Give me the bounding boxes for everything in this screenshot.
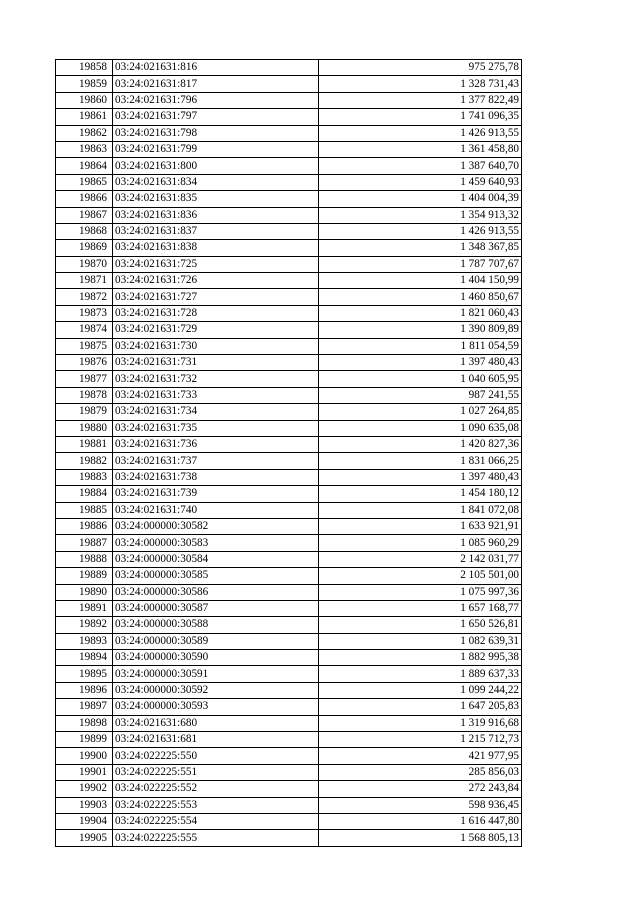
value-cell: 1 459 640,93	[319, 174, 522, 190]
row-number-cell: 19894	[56, 650, 113, 666]
row-number-cell: 19869	[56, 240, 113, 256]
cadastral-number-cell: 03:24:021631:837	[113, 223, 319, 239]
row-number-cell: 19898	[56, 715, 113, 731]
cadastral-number-cell: 03:24:021631:729	[113, 322, 319, 338]
cadastral-number-cell: 03:24:000000:30590	[113, 650, 319, 666]
table-row	[56, 109, 522, 125]
value-cell: 1 215 712,73	[319, 732, 522, 748]
value-cell: 1 090 635,08	[319, 420, 522, 436]
table-row	[56, 289, 522, 305]
cadastral-number-cell: 03:24:021631:740	[113, 502, 319, 518]
table-row	[56, 650, 522, 666]
row-number-cell: 19884	[56, 486, 113, 502]
table-row	[56, 748, 522, 764]
row-number-cell: 19862	[56, 125, 113, 141]
cadastral-number-cell: 03:24:021631:733	[113, 387, 319, 403]
table-row	[56, 732, 522, 748]
row-number-cell: 19886	[56, 518, 113, 534]
value-cell: 421 977,95	[319, 748, 522, 764]
value-cell: 1 426 913,55	[319, 223, 522, 239]
cadastral-number-cell: 03:24:021631:732	[113, 371, 319, 387]
value-cell: 1 404 004,39	[319, 191, 522, 207]
table-row	[56, 92, 522, 108]
value-cell: 1 099 244,22	[319, 682, 522, 698]
value-cell: 1 821 060,43	[319, 305, 522, 321]
table-row	[56, 191, 522, 207]
table-row	[56, 371, 522, 387]
value-cell: 1 741 096,35	[319, 109, 522, 125]
row-number-cell: 19870	[56, 256, 113, 272]
row-number-cell: 19890	[56, 584, 113, 600]
row-number-cell: 19892	[56, 617, 113, 633]
cadastral-number-cell: 03:24:000000:30586	[113, 584, 319, 600]
table-row	[56, 207, 522, 223]
cadastral-number-cell: 03:24:000000:30591	[113, 666, 319, 682]
cadastral-number-cell: 03:24:022225:551	[113, 764, 319, 780]
cadastral-number-cell: 03:24:021631:836	[113, 207, 319, 223]
row-number-cell: 19873	[56, 305, 113, 321]
table-row	[56, 682, 522, 698]
value-cell: 1 328 731,43	[319, 76, 522, 92]
cadastral-number-cell: 03:24:021631:736	[113, 436, 319, 452]
table-row	[56, 518, 522, 534]
row-number-cell: 19885	[56, 502, 113, 518]
value-cell: 1 085 960,29	[319, 535, 522, 551]
table-row	[56, 633, 522, 649]
table-row	[56, 584, 522, 600]
table-row	[56, 420, 522, 436]
table-row	[56, 436, 522, 452]
table-row	[56, 223, 522, 239]
row-number-cell: 19866	[56, 191, 113, 207]
cadastral-number-cell: 03:24:021631:730	[113, 338, 319, 354]
table-row	[56, 240, 522, 256]
row-number-cell: 19889	[56, 568, 113, 584]
row-number-cell: 19904	[56, 813, 113, 829]
cadastral-number-cell: 03:24:000000:30584	[113, 551, 319, 567]
row-number-cell: 19905	[56, 830, 113, 846]
row-number-cell: 19864	[56, 158, 113, 174]
row-number-cell: 19871	[56, 273, 113, 289]
value-cell: 1 319 916,68	[319, 715, 522, 731]
value-cell: 1 787 707,67	[319, 256, 522, 272]
row-number-cell: 19879	[56, 404, 113, 420]
table-row	[56, 502, 522, 518]
row-number-cell: 19859	[56, 76, 113, 92]
value-cell: 1 889 637,33	[319, 666, 522, 682]
value-cell: 1 397 480,43	[319, 469, 522, 485]
value-cell: 1 354 913,32	[319, 207, 522, 223]
cadastral-number-cell: 03:24:021631:799	[113, 141, 319, 157]
data-table	[55, 59, 522, 847]
cadastral-number-cell: 03:24:021631:734	[113, 404, 319, 420]
cadastral-number-cell: 03:24:021631:731	[113, 355, 319, 371]
value-cell: 1 811 054,59	[319, 338, 522, 354]
cadastral-number-cell: 03:24:021631:797	[113, 109, 319, 125]
table-row	[56, 338, 522, 354]
table-row	[56, 322, 522, 338]
row-number-cell: 19893	[56, 633, 113, 649]
row-number-cell: 19860	[56, 92, 113, 108]
value-cell: 1 454 180,12	[319, 486, 522, 502]
value-cell: 272 243,84	[319, 781, 522, 797]
value-cell: 1 397 480,43	[319, 355, 522, 371]
value-cell: 1 616 447,80	[319, 813, 522, 829]
table-row	[56, 535, 522, 551]
table-row	[56, 699, 522, 715]
table-row	[56, 125, 522, 141]
row-number-cell: 19887	[56, 535, 113, 551]
value-cell: 1 075 997,36	[319, 584, 522, 600]
value-cell: 1 040 605,95	[319, 371, 522, 387]
value-cell: 1 460 850,67	[319, 289, 522, 305]
table-row	[56, 797, 522, 813]
cadastral-number-cell: 03:24:000000:30593	[113, 699, 319, 715]
row-number-cell: 19868	[56, 223, 113, 239]
table-row	[56, 830, 522, 846]
value-cell: 1 426 913,55	[319, 125, 522, 141]
table-row	[56, 469, 522, 485]
cadastral-number-cell: 03:24:021631:680	[113, 715, 319, 731]
value-cell: 1 650 526,81	[319, 617, 522, 633]
value-cell: 1 387 640,70	[319, 158, 522, 174]
row-number-cell: 19880	[56, 420, 113, 436]
cadastral-number-cell: 03:24:022225:554	[113, 813, 319, 829]
value-cell: 2 142 031,77	[319, 551, 522, 567]
row-number-cell: 19875	[56, 338, 113, 354]
cadastral-number-cell: 03:24:021631:735	[113, 420, 319, 436]
value-cell: 598 936,45	[319, 797, 522, 813]
cadastral-number-cell: 03:24:021631:834	[113, 174, 319, 190]
table-row	[56, 404, 522, 420]
row-number-cell: 19891	[56, 600, 113, 616]
cadastral-number-cell: 03:24:000000:30589	[113, 633, 319, 649]
cadastral-number-cell: 03:24:022225:550	[113, 748, 319, 764]
table-row	[56, 764, 522, 780]
cadastral-number-cell: 03:24:021631:681	[113, 732, 319, 748]
row-number-cell: 19901	[56, 764, 113, 780]
row-number-cell: 19902	[56, 781, 113, 797]
value-cell: 1 390 809,89	[319, 322, 522, 338]
table-row	[56, 76, 522, 92]
cadastral-number-cell: 03:24:000000:30592	[113, 682, 319, 698]
table-row	[56, 617, 522, 633]
row-number-cell: 19899	[56, 732, 113, 748]
value-cell: 1 657 168,77	[319, 600, 522, 616]
row-number-cell: 19900	[56, 748, 113, 764]
cadastral-number-cell: 03:24:021631:796	[113, 92, 319, 108]
table-row	[56, 355, 522, 371]
cadastral-number-cell: 03:24:021631:817	[113, 76, 319, 92]
table-row	[56, 486, 522, 502]
value-cell: 987 241,55	[319, 387, 522, 403]
value-cell: 1 831 066,25	[319, 453, 522, 469]
row-number-cell: 19883	[56, 469, 113, 485]
cadastral-number-cell: 03:24:000000:30585	[113, 568, 319, 584]
row-number-cell: 19872	[56, 289, 113, 305]
row-number-cell: 19874	[56, 322, 113, 338]
table-row	[56, 256, 522, 272]
value-cell: 1 361 458,80	[319, 141, 522, 157]
value-cell: 975 275,78	[319, 60, 522, 76]
cadastral-number-cell: 03:24:021631:725	[113, 256, 319, 272]
cadastral-number-cell: 03:24:000000:30583	[113, 535, 319, 551]
cadastral-number-cell: 03:24:000000:30587	[113, 600, 319, 616]
table-row	[56, 60, 522, 76]
table-row	[56, 158, 522, 174]
value-cell: 2 105 501,00	[319, 568, 522, 584]
table-row	[56, 453, 522, 469]
table-row	[56, 715, 522, 731]
table-row	[56, 305, 522, 321]
table-row	[56, 174, 522, 190]
value-cell: 1 568 805,13	[319, 830, 522, 846]
cadastral-number-cell: 03:24:022225:552	[113, 781, 319, 797]
row-number-cell: 19861	[56, 109, 113, 125]
cadastral-number-cell: 03:24:021631:738	[113, 469, 319, 485]
cadastral-number-cell: 03:24:021631:727	[113, 289, 319, 305]
value-cell: 1 027 264,85	[319, 404, 522, 420]
cadastral-number-cell: 03:24:021631:737	[113, 453, 319, 469]
row-number-cell: 19867	[56, 207, 113, 223]
row-number-cell: 19903	[56, 797, 113, 813]
row-number-cell: 19877	[56, 371, 113, 387]
row-number-cell: 19878	[56, 387, 113, 403]
table-row	[56, 781, 522, 797]
cadastral-number-cell: 03:24:000000:30588	[113, 617, 319, 633]
table-row	[56, 141, 522, 157]
table-row	[56, 600, 522, 616]
table-row	[56, 568, 522, 584]
table-row	[56, 813, 522, 829]
value-cell: 1 377 822,49	[319, 92, 522, 108]
row-number-cell: 19888	[56, 551, 113, 567]
table-row	[56, 551, 522, 567]
value-cell: 1 420 827,36	[319, 436, 522, 452]
cadastral-number-cell: 03:24:021631:726	[113, 273, 319, 289]
value-cell: 1 841 072,08	[319, 502, 522, 518]
row-number-cell: 19876	[56, 355, 113, 371]
cadastral-number-cell: 03:24:021631:739	[113, 486, 319, 502]
row-number-cell: 19865	[56, 174, 113, 190]
table-row	[56, 666, 522, 682]
value-cell: 1 082 639,31	[319, 633, 522, 649]
row-number-cell: 19863	[56, 141, 113, 157]
row-number-cell: 19896	[56, 682, 113, 698]
table-row	[56, 273, 522, 289]
value-cell: 1 647 205,83	[319, 699, 522, 715]
value-cell: 1 882 995,38	[319, 650, 522, 666]
cadastral-number-cell: 03:24:000000:30582	[113, 518, 319, 534]
cadastral-number-cell: 03:24:021631:798	[113, 125, 319, 141]
table-row	[56, 387, 522, 403]
row-number-cell: 19882	[56, 453, 113, 469]
row-number-cell: 19858	[56, 60, 113, 76]
row-number-cell: 19897	[56, 699, 113, 715]
value-cell: 285 856,03	[319, 764, 522, 780]
cadastral-number-cell: 03:24:021631:816	[113, 60, 319, 76]
table-body	[56, 60, 522, 847]
cadastral-number-cell: 03:24:021631:835	[113, 191, 319, 207]
cadastral-number-cell: 03:24:022225:553	[113, 797, 319, 813]
row-number-cell: 19895	[56, 666, 113, 682]
value-cell: 1 633 921,91	[319, 518, 522, 534]
cadastral-number-cell: 03:24:021631:728	[113, 305, 319, 321]
row-number-cell: 19881	[56, 436, 113, 452]
cadastral-number-cell: 03:24:022225:555	[113, 830, 319, 846]
value-cell: 1 404 150,99	[319, 273, 522, 289]
cadastral-number-cell: 03:24:021631:800	[113, 158, 319, 174]
value-cell: 1 348 367,85	[319, 240, 522, 256]
cadastral-number-cell: 03:24:021631:838	[113, 240, 319, 256]
